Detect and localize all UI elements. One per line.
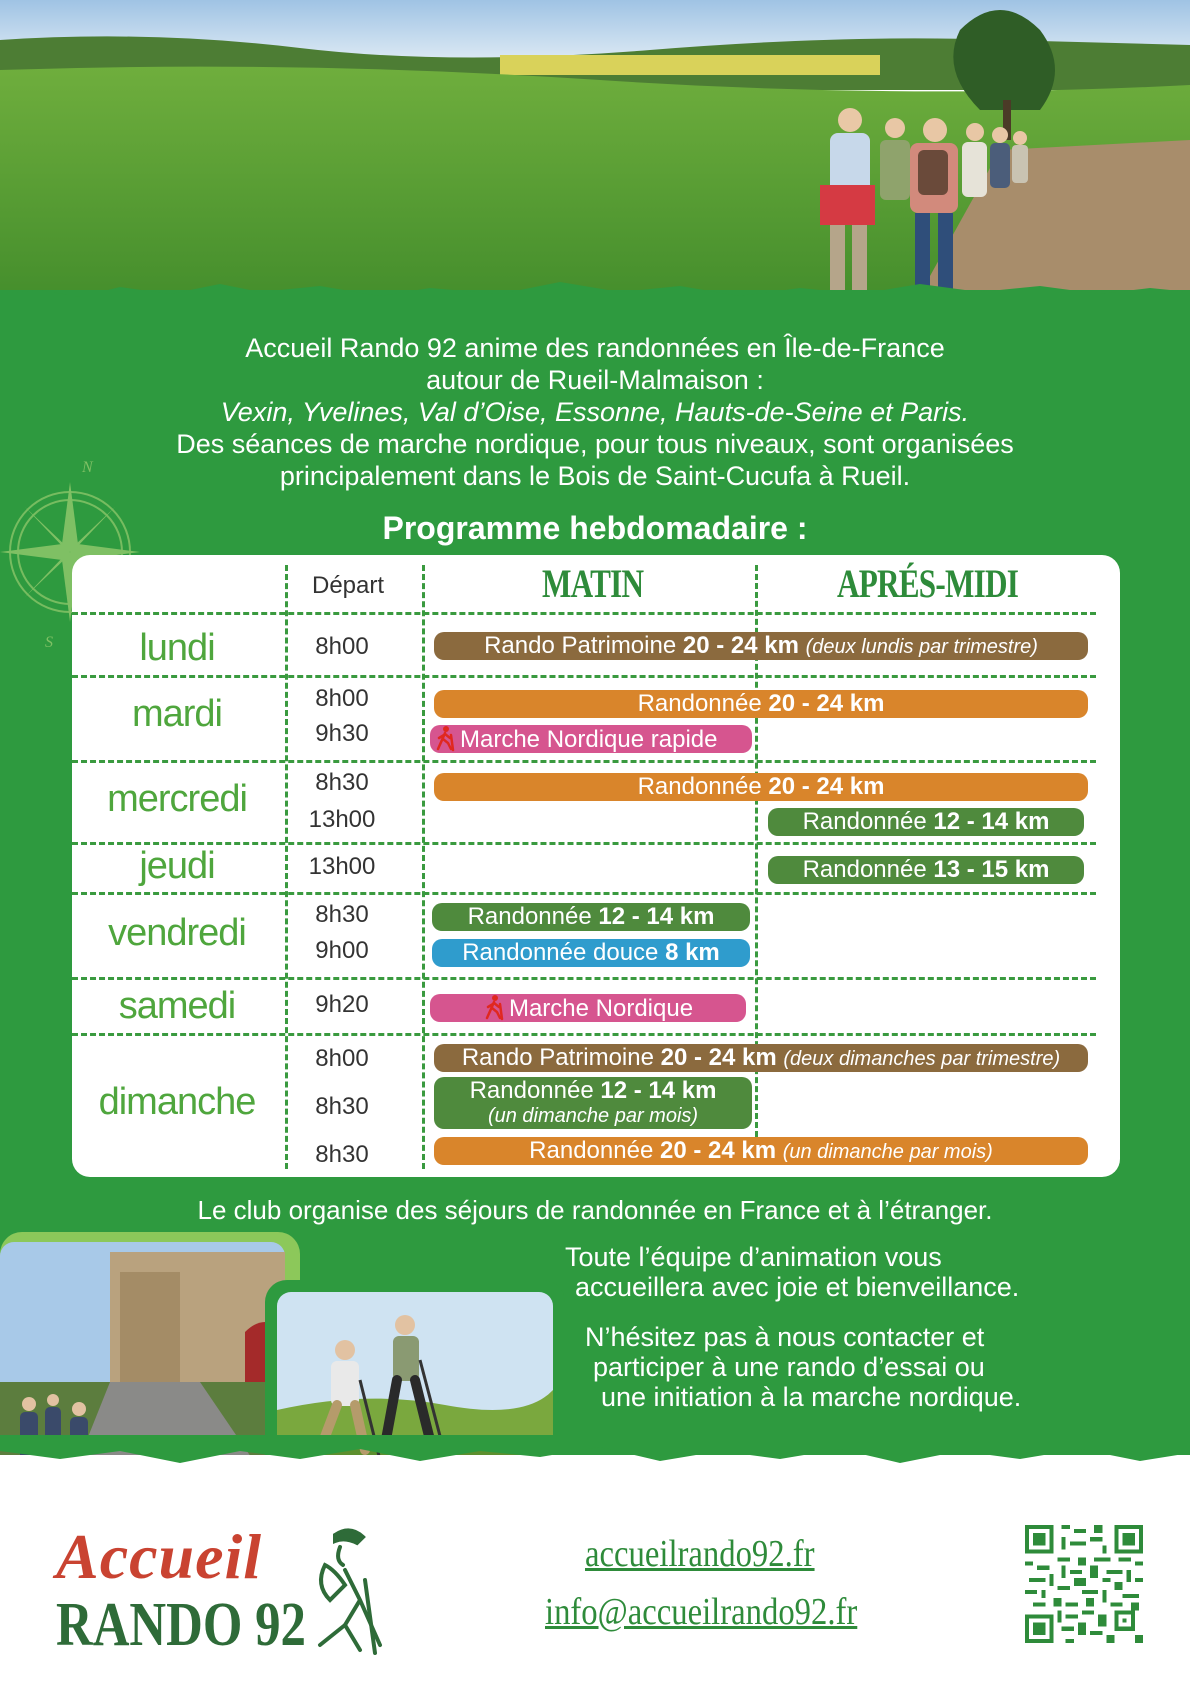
schedule-table — [72, 555, 1120, 1177]
activity-dimanche-rando-patrimoine: Rando Patrimoine 20 - 24 km (deux dimanches par trimestre) — [434, 1044, 1088, 1072]
day-vendredi: vendredi — [108, 912, 246, 954]
contact-line-3: une initiation à la marche nordique. — [601, 1382, 1022, 1412]
torn-edge-decoration — [0, 1435, 1190, 1475]
day-samedi: samedi — [118, 985, 236, 1027]
day-mardi: mardi — [131, 693, 223, 735]
divider-horizontal — [72, 892, 1096, 895]
time-lundi-1: 8h00 — [315, 633, 369, 660]
intro-line-5: principalement dans le Bois de Saint-Cucufa à Rueil. — [279, 461, 911, 491]
compass-s-label: S — [45, 634, 53, 651]
day-jeudi: jeudi — [139, 845, 215, 887]
activity-lundi-rando-patrimoine: Rando Patrimoine 20 - 24 km (deux lundis par trimestre) — [434, 632, 1088, 660]
time-samedi-1: 9h20 — [315, 991, 369, 1018]
divider-horizontal — [72, 760, 1096, 763]
time-vendredi-2: 9h00 — [315, 937, 369, 964]
day-lundi: lundi — [139, 627, 215, 669]
hiker-logo-icon — [305, 1525, 385, 1655]
time-mercredi-2: 13h00 — [308, 806, 376, 833]
divider-horizontal — [72, 612, 1096, 615]
divider-horizontal — [72, 1033, 1096, 1036]
activity-mercredi-randonnee-short: Randonnée 12 - 14 km — [768, 808, 1084, 836]
intro-regions: Vexin, Yvelines, Val d’Oise, Essonne, Hauts-de-Seine et Paris. — [220, 397, 970, 427]
apres-midi-header: APRÉS-MIDI — [837, 561, 1019, 606]
activity-dimanche-randonnee-mid: Randonnée 12 - 14 km (un dimanche par mois) — [434, 1077, 752, 1129]
time-mercredi-1: 8h30 — [315, 769, 369, 796]
nordic-walker-icon — [483, 994, 505, 1020]
team-text — [565, 1242, 1105, 1302]
intro-text — [60, 332, 1130, 492]
day-mercredi: mercredi — [107, 778, 247, 820]
time-dimanche-2: 8h30 — [315, 1093, 369, 1120]
time-mardi-2: 9h30 — [315, 720, 369, 747]
activity-samedi-marche-nordique: Marche Nordique — [430, 994, 746, 1022]
time-dimanche-1: 8h00 — [315, 1045, 369, 1072]
website-link[interactable]: accueilrando92.fr — [585, 1533, 815, 1575]
activity-mardi-randonnee: Randonnée 20 - 24 km — [434, 690, 1088, 718]
programme-title: Programme hebdomadaire : — [382, 510, 808, 546]
activity-vendredi-randonnee-douce: Randonnée douce 8 km — [432, 939, 750, 967]
logo-accueil-text: Accueil — [56, 1521, 263, 1592]
divider-horizontal — [72, 675, 1096, 678]
activity-vendredi-randonnee: Randonnée 12 - 14 km — [432, 903, 750, 931]
time-mardi-1: 8h00 — [315, 685, 369, 712]
time-vendredi-1: 8h30 — [315, 901, 369, 928]
intro-line-2: autour de Rueil-Malmaison : — [426, 365, 764, 395]
time-jeudi-1: 13h00 — [308, 853, 376, 880]
team-line-2: accueillera avec joie et bienveillance. — [575, 1272, 1020, 1302]
contact-line-1: N’hésitez pas à nous contacter et — [585, 1322, 985, 1352]
intro-line-1: Accueil Rando 92 anime des randonnées en Île-de-France — [245, 333, 945, 363]
activity-jeudi-randonnee: Randonnée 13 - 15 km — [768, 856, 1084, 884]
depart-header: Départ — [312, 572, 385, 599]
sejours-text: Le club organise des séjours de randonnée en France et à l’étranger. — [197, 1195, 993, 1225]
activity-mardi-marche-nordique-rapide: Marche Nordique rapide — [430, 725, 752, 753]
email-link[interactable]: info@accueilrando92.fr — [545, 1591, 858, 1633]
matin-header: MATIN — [542, 561, 644, 606]
logo-rando92-text: RANDO 92 — [56, 1591, 306, 1659]
activity-dimanche-randonnee-long: Randonnée 20 - 24 km (un dimanche par mois) — [434, 1137, 1088, 1165]
day-dimanche: dimanche — [98, 1081, 256, 1123]
time-dimanche-3: 8h30 — [315, 1141, 369, 1168]
intro-line-4: Des séances de marche nordique, pour tous niveaux, sont organisées — [176, 429, 1014, 459]
activity-mercredi-randonnee-long: Randonnée 20 - 24 km — [434, 773, 1088, 801]
qr-code[interactable] — [1025, 1525, 1143, 1643]
divider-horizontal — [72, 977, 1096, 980]
nordic-walker-icon — [434, 725, 456, 751]
torn-edge-decoration — [0, 272, 1190, 312]
team-line-1: Toute l’équipe d’animation vous — [565, 1242, 942, 1272]
contact-line-2: participer à une rando d’essai ou — [593, 1352, 985, 1382]
compass-n-label: N — [82, 459, 93, 476]
contact-text — [585, 1322, 1105, 1412]
divider-vertical — [422, 565, 425, 1169]
